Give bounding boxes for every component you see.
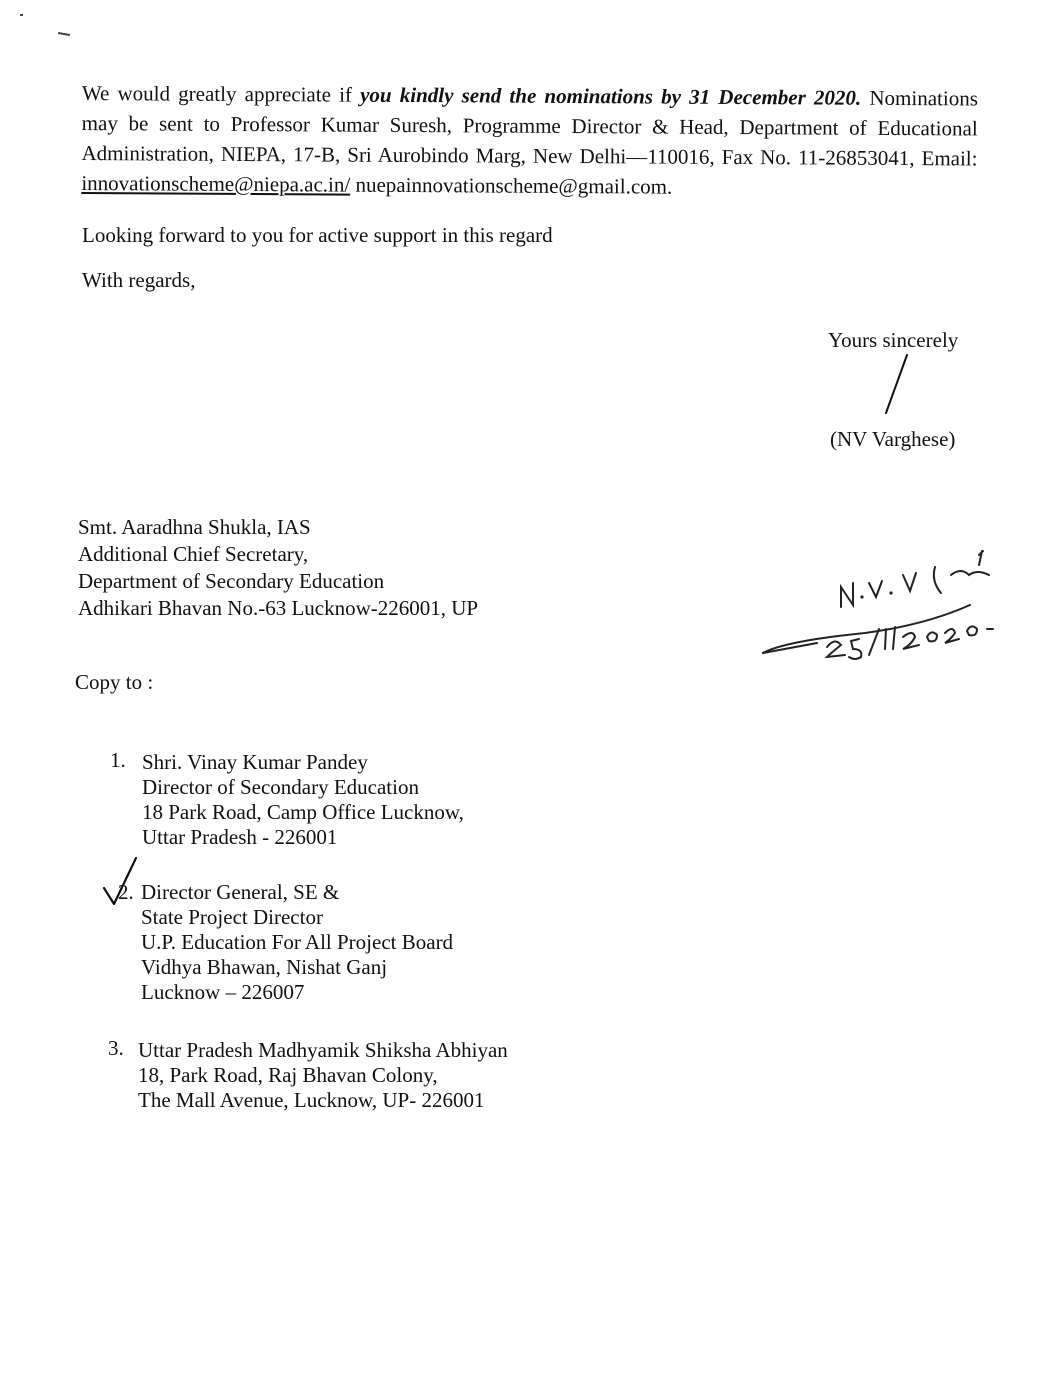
paragraph-body-text: Nominations may be sent to Professor Kumar Suresh, Programme Director & Head, Department of Educational Administration, NIEPA, 17-B, Sri Aurobindo Marg, New Delhi—110016, Fax No. 11-26853041, Email:	[81, 85, 978, 171]
email-gmail-text: nuepainnovationscheme@gmail.com.	[350, 172, 673, 199]
recipient-line: Adhikari Bhavan No.-63 Lucknow-226001, UP	[78, 596, 479, 620]
deadline-emphasis: you kindly send the nominations by 31 December 2020.	[360, 82, 862, 110]
copy-item-line: 18 Park Road, Camp Office Lucknow,	[142, 800, 464, 824]
copy-item-number: 2.	[118, 880, 134, 904]
handwritten-initials-date-icon	[755, 545, 1015, 675]
copy-item-line: Uttar Pradesh - 226001	[142, 825, 338, 849]
copy-item-2-address	[141, 880, 453, 1005]
scan-speck	[58, 32, 70, 36]
copy-item-1-address	[142, 750, 464, 850]
recipient-line: Department of Secondary Education	[78, 569, 385, 593]
copy-item-number: 1.	[110, 748, 126, 772]
recipient-address	[78, 514, 478, 622]
copy-item-number: 3.	[108, 1036, 124, 1060]
copy-item-line: Vidhya Bhawan, Nishat Ganj	[141, 955, 388, 979]
copy-item-line: Director General, SE &	[141, 880, 340, 904]
signature-slash-icon	[880, 353, 920, 423]
copy-item-3-address	[138, 1038, 508, 1113]
regards-line: With regards,	[82, 268, 196, 292]
copy-item-line: State Project Director	[141, 905, 323, 929]
copy-item-line: Shri. Vinay Kumar Pandey	[142, 750, 368, 774]
nomination-request-paragraph	[81, 78, 978, 203]
copy-item-line: Lucknow – 226007	[141, 980, 305, 1004]
copy-item-line: Uttar Pradesh Madhyamik Shiksha Abhiyan	[138, 1038, 508, 1062]
copy-item-line: 18, Park Road, Raj Bhavan Colony,	[138, 1063, 438, 1087]
yours-sincerely: Yours sincerely	[828, 328, 959, 352]
copy-item-line: The Mall Avenue, Lucknow, UP- 226001	[138, 1088, 485, 1112]
copy-item-line: Director of Secondary Education	[142, 775, 419, 799]
email-link-niepa[interactable]: innovationscheme@niepa.ac.in/	[81, 170, 351, 197]
copy-item-line: U.P. Education For All Project Board	[141, 930, 454, 954]
recipient-line: Smt. Aaradhna Shukla, IAS	[78, 515, 311, 539]
paragraph-lead-text: We would greatly appreciate if	[81, 80, 361, 107]
recipient-line: Additional Chief Secretary,	[78, 542, 309, 566]
copy-to-label: Copy to :	[75, 670, 154, 694]
looking-forward-line: Looking forward to you for active support in this regard	[82, 223, 553, 247]
scan-speck	[20, 14, 23, 16]
signatory-name: (NV Varghese)	[830, 427, 956, 451]
